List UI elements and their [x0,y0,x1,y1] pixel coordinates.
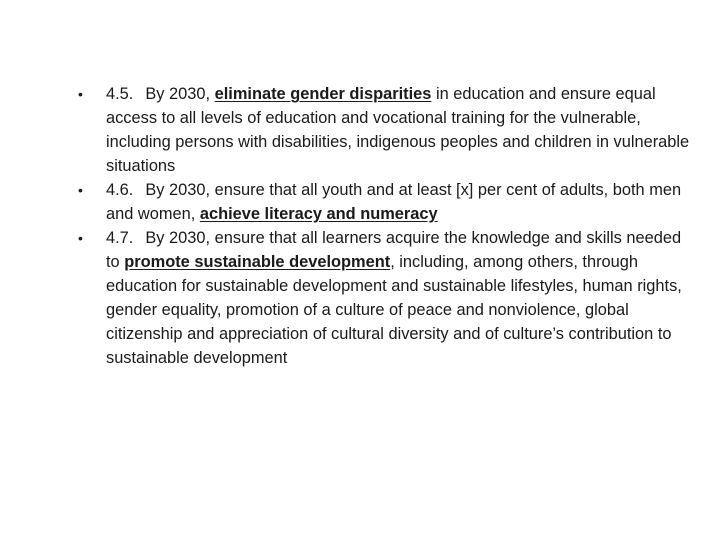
target-emphasis: achieve literacy and numeracy [199,205,438,223]
target-emphasis: promote sustainable development [124,253,391,271]
bullet-item-4-5 [78,82,690,178]
target-number: 4.7. [106,229,134,247]
bullet-item-4-6 [78,178,690,226]
bullet-list [78,82,690,370]
target-number: 4.5. [106,85,134,103]
target-text-before: By 2030, [145,85,211,103]
target-text-before: By 2030, ensure that all learners acquire the knowledge and skills needed to [106,229,682,271]
bullet-icon: • [78,230,83,246]
target-text-before: By 2030, ensure that all youth and at least [x] per cent of adults, both men and women, [106,181,682,223]
target-text-after: in education and ensure equal access to all levels of education and vocational training for the vulnerable, including persons with disabilities, indigenous peoples and children in vulnerable situations [106,85,690,175]
target-emphasis: eliminate gender disparities [214,85,432,103]
bullet-item-4-7 [78,226,690,370]
bullet-icon: • [78,182,83,198]
target-number: 4.6. [106,181,134,199]
target-text-after: , including, among others, through education for sustainable development and sustainable lifestyles, human rights, gender equality, promotion of a culture of peace and nonviolence, global citizenship and appreciation of cultural diversity and of culture’s contribution to sustainable development [106,253,682,367]
bullet-icon: • [78,86,83,102]
